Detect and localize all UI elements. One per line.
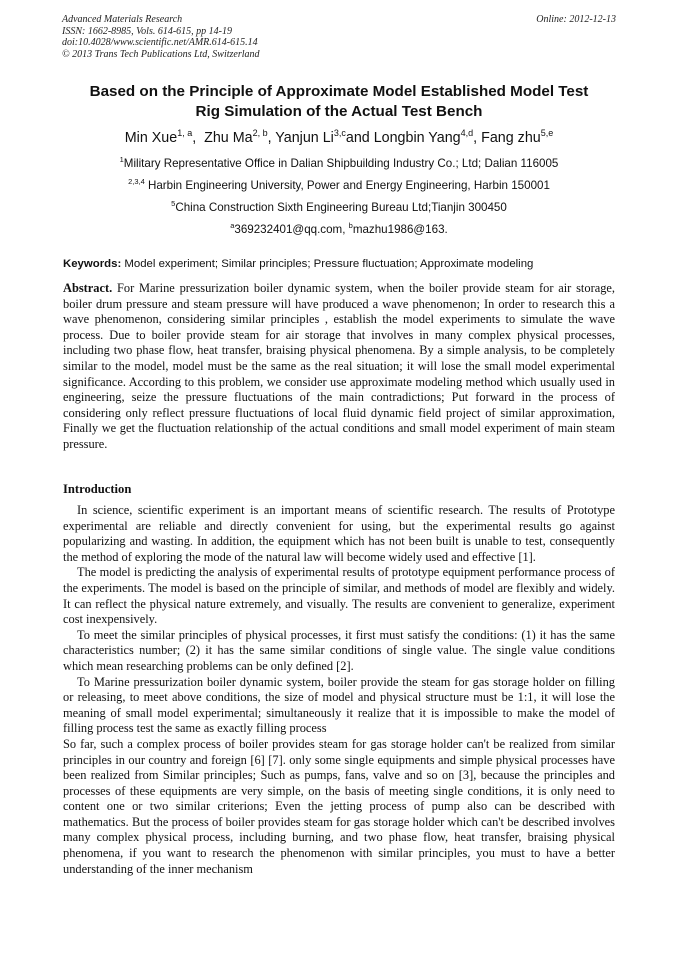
- author-separator: ,: [267, 130, 276, 146]
- abstract: [63, 281, 615, 453]
- title-line-2: Rig Simulation of the Actual Test Bench: [195, 103, 483, 120]
- abstract-text: For Marine pressurization boiler dynamic system, when the boiler provide steam for air storage, boiler drum pressure and steam pressure will have produced a wave phenomenon; In order to research this a wave phenomenon, considering similar principles , establish the model experiments to simulate the wave process. Due to boiler provide steam for air storage that involves in many complex physical processes, including two phase flow, heat transfer, braising physical phenomena. By a simple analysis, to be completely similar to the model, model must be the same as the real situation; it will lose the small model experimental significance. According to this problem, we consider use approximate modeling method which usually used in engineering, seize the pressure fluctuations of the main contradictions; Put forward in the process of considering only reflect pressure fluctuations of local fluid dynamic field project of similar approximation, Finally we get the fluctuation relationship of the actual conditions and small model experiment of main steam pressure.: [63, 281, 615, 451]
- author-marker: 5,e: [540, 128, 554, 138]
- author-marker: 1, a: [177, 128, 193, 138]
- author-name: Longbin Yang: [373, 130, 461, 146]
- affiliation-2: [40, 179, 638, 192]
- author-name: Yanjun Li: [275, 130, 334, 146]
- paragraph: In science, scientific experiment is an important means of scientific research. The results of Prototype experimental are reliable and directly convenient for using, but the experimental results go against popularizing and wasting. In addition, the equipment which has not been built is unable to test, consequently the method of exploring the mode of the natural law will become widely used and effective [1].: [63, 503, 615, 564]
- paper-title: [60, 82, 618, 122]
- affiliation-text: China Construction Sixth Engineering Bureau Ltd;Tianjin 300450: [175, 201, 507, 214]
- affiliation-marker: 1: [119, 155, 124, 164]
- paragraph: To meet the similar principles of physical processes, it first must satisfy the conditions: (1) it has the same characteristics number; (2) it has the same similar conditions of single value. The single value conditions which mean researching problems can be only defined [2].: [63, 627, 615, 673]
- author-separator: and: [345, 130, 374, 146]
- email-link[interactable]: mazhu1986@163.: [352, 223, 448, 236]
- paragraph: The model is predicting the analysis of experimental results of prototype equipment performance process of the experiments. The model is based on the principle of similar, and methods of model are flexibly and widely. It can reflect the physical nature extremely, and visually. The results are convenient to generalize, experiment cost inexpensively.: [63, 565, 615, 627]
- affiliation-text: Harbin Engineering University, Power and Energy Engineering, Harbin 150001: [144, 179, 550, 192]
- affiliation-text: Military Representative Office in Dalian Shipbuilding Industry Co.; Ltd; Dalian 116005: [123, 157, 559, 170]
- journal-name: Advanced Materials Research: [62, 14, 183, 25]
- email-link[interactable]: 369232401@qq.com,: [234, 223, 349, 236]
- journal-info: [62, 14, 462, 60]
- author-name: Zhu Ma: [204, 130, 253, 146]
- keywords-text: Model experiment; Similar principles; Pressure fluctuation; Approximate modeling: [121, 258, 534, 270]
- email-marker: b: [348, 221, 353, 230]
- paragraph: To Marine pressurization boiler dynamic system, boiler provide the steam for gas storage holder on filling or releasing, to meet above conditions, the size of model and physical structure must be 1:1, it will lose the meaning of small model experimental; simultaneously it realize that it is impossible to make the model of filling process test the same as exactly filling process: [63, 674, 615, 736]
- copyright-notice: © 2013 Trans Tech Publications Ltd, Switzerland: [62, 48, 260, 60]
- journal-issn: ISSN: 1662-8985, Vols. 614-615, pp 14-19: [62, 25, 232, 37]
- section-heading-introduction: Introduction: [63, 482, 132, 496]
- keywords-label: Keywords:: [63, 258, 122, 270]
- affiliation-3: [40, 201, 638, 214]
- online-date: Online: 2012-12-13: [536, 14, 616, 25]
- author-name: Min Xue: [124, 130, 178, 146]
- author-marker: 2, b: [252, 128, 268, 138]
- author-separator: ,: [473, 130, 482, 146]
- title-line-1: Based on the Principle of Approximate Model Established Model Test: [89, 83, 589, 100]
- article-doi: doi:10.4028/www.scientific.net/AMR.614-615.14: [62, 37, 258, 48]
- author-list: [40, 130, 638, 146]
- email-marker: a: [230, 221, 235, 230]
- author-emails: [40, 223, 638, 236]
- abstract-label: Abstract.: [63, 281, 113, 295]
- affiliation-1: [40, 157, 638, 170]
- author-name: Fang zhu: [481, 130, 541, 146]
- author-separator: ,: [192, 130, 205, 146]
- introduction-body: [63, 503, 615, 877]
- affiliation-marker: 5: [171, 199, 176, 208]
- paragraph: So far, such a complex process of boiler provides steam for gas storage holder can't be realized from similar principles in our country and foreign [6] [7]. only some single equipments and simple physical processes have been realized from Similar principles; Such as pumps, fans, valve and so on [3], because the principles and processes of these equipments are very simple, on the basis of meeting single conditions, it is only need to content one or two similar criterions; Even the jetting process of pump also can be described with mathematics. But the process of boiler provides steam for gas storage holder which can't be described involves many complex physical process, including burning, and two phase flow, heat transfer, braising physical phenomena, if you want to research the phenomenon with similar principles, you must to have a better understanding of the inner mechanism: [63, 736, 615, 876]
- affiliation-marker: 2,3,4: [128, 177, 145, 186]
- keywords: [63, 258, 615, 270]
- author-marker: 3,c: [333, 128, 346, 138]
- author-marker: 4,d: [460, 128, 474, 138]
